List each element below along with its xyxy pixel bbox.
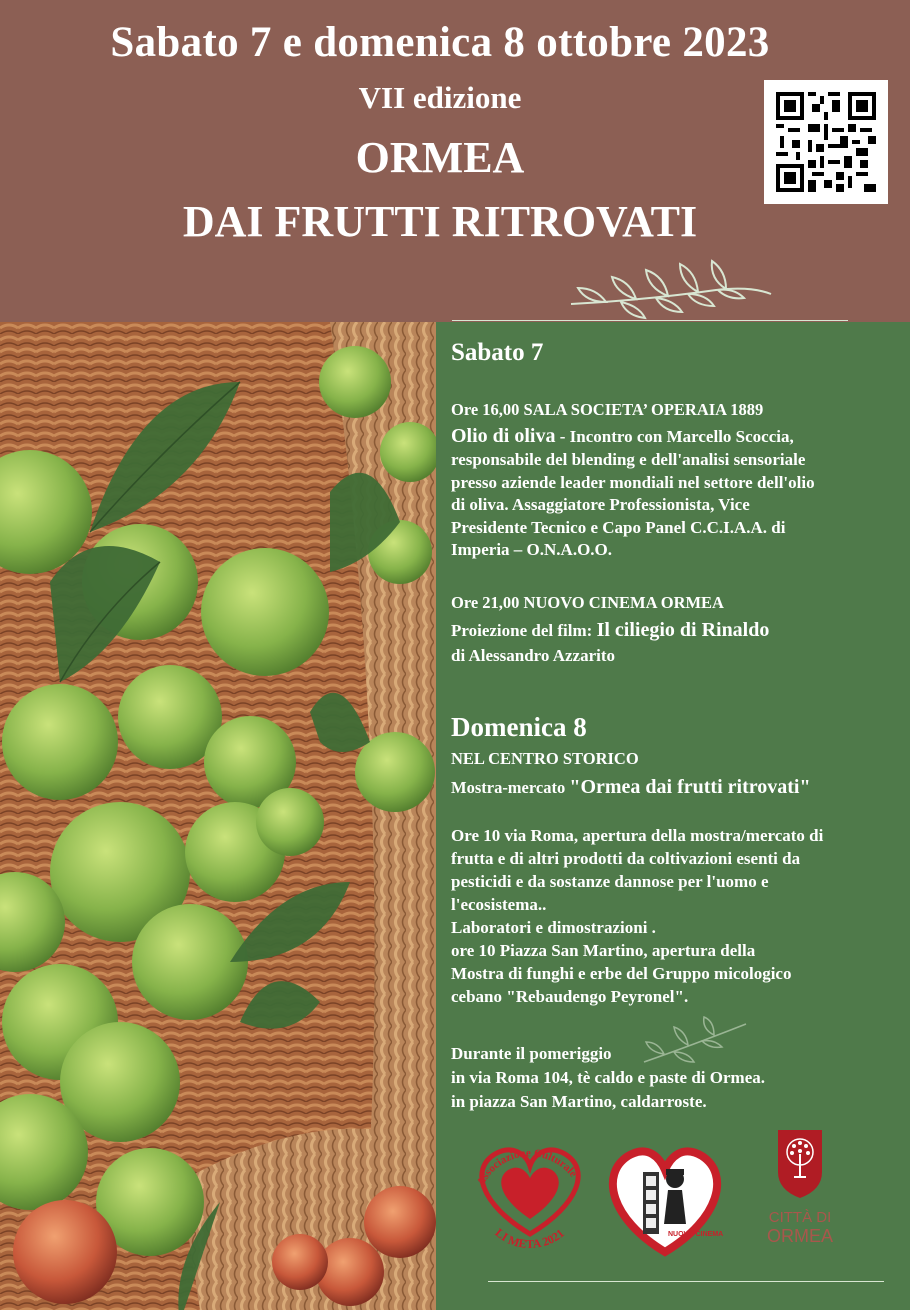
sponsor-logos [460, 1124, 900, 1264]
title-line-2: DAI FRUTTI RITROVATI [182, 197, 698, 246]
sunday-detail-line: pesticidi e da sostanze dannose per l'uomo e [451, 872, 769, 891]
saturday-heading: Sabato 7 [451, 339, 544, 366]
afternoon-line: in piazza San Martino, caldarroste. [451, 1092, 707, 1111]
svg-text:LI META 2021 [492, 1225, 566, 1251]
heart-logo-icon [475, 1147, 580, 1251]
afternoon-line: in via Roma 104, tè caldo e paste di Ormea. [451, 1068, 765, 1087]
event1-desc-line: Presidente Tecnico e Capo Panel C.C.I.A.A. di [451, 517, 786, 537]
qr-code-icon[interactable] [764, 80, 888, 204]
top-divider [452, 320, 848, 321]
market-prefix: Mostra-mercato [451, 778, 570, 797]
association-arc-text: Associazione Culturale [474, 1147, 580, 1188]
cinema-logo-text: NUOVO CINEMA [668, 1231, 724, 1238]
bottom-divider [488, 1281, 884, 1282]
event-dates: Sabato 7 e domenica 8 ottobre 2023 [110, 19, 770, 66]
title-line-1: ORMEA [355, 133, 525, 182]
event1-desc-line: presso aziende leader mondiali nel settore dell'olio [451, 472, 815, 492]
olive-branch-icon [566, 256, 776, 322]
afternoon-line: Durante il pomeriggio [451, 1044, 612, 1063]
event2-film-line [451, 619, 769, 642]
event1-speaker: - Incontro con Marcello Scoccia, [555, 427, 794, 446]
sunday-detail-line: ore 10 Piazza San Martino, apertura della [451, 941, 756, 960]
event2-film: Il ciliegio di Rinaldo [596, 619, 770, 641]
market-line [451, 776, 811, 799]
sunday-detail-line: cebano "Rebaudengo Peyronel". [451, 987, 689, 1006]
edition-label: VII edizione [358, 80, 522, 115]
apples-basket-photo [0, 322, 436, 1310]
event1-description [451, 449, 815, 562]
event1-desc-line: di oliva. Assaggiatore Professionista, Vice [451, 495, 750, 514]
header-banner [0, 0, 910, 322]
event1-desc-line: responsabile del blending e dell'analisi sensoriale [451, 450, 806, 469]
sunday-location: NEL CENTRO STORICO [451, 749, 639, 768]
tree-crest-icon [767, 1130, 833, 1246]
city-line-1: CITTÀ DI [768, 1209, 832, 1226]
event2-time: Ore 21,00 NUOVO CINEMA ORMEA [451, 593, 724, 612]
event1-desc-line: Imperia – O.N.A.O.O. [451, 540, 613, 559]
cinema-heart-logo-icon [613, 1151, 723, 1252]
sunday-detail-line: l'ecosistema.. [451, 895, 547, 914]
event1-title: Olio di oliva [451, 425, 556, 447]
sunday-detail-line: Ore 10 via Roma, apertura della mostra/mercato di [451, 826, 824, 845]
sunday-detail-line: Laboratori e dimostrazioni . [451, 918, 656, 937]
event1-time: Ore 16,00 SALA SOCIETA’ OPERAIA 1889 [451, 400, 764, 419]
event2-director: di Alessandro Azzarito [451, 646, 616, 665]
association-name-text: LI META 2021 [492, 1225, 567, 1252]
sunday-heading: Domenica 8 [451, 712, 587, 742]
event1-intro [451, 425, 794, 448]
sunday-detail-line: frutta e di altri prodotti da coltivazioni esenti da [451, 849, 801, 868]
event2-prefix: Proiezione del film: [451, 621, 597, 640]
market-name: "Ormea dai frutti ritrovati" [569, 776, 811, 798]
sunday-detail-line: Mostra di funghi e erbe del Gruppo micologico [451, 964, 792, 983]
afternoon-info [451, 1042, 765, 1114]
sunday-details [451, 824, 823, 1008]
city-line-2: ORMEA [766, 1226, 834, 1246]
